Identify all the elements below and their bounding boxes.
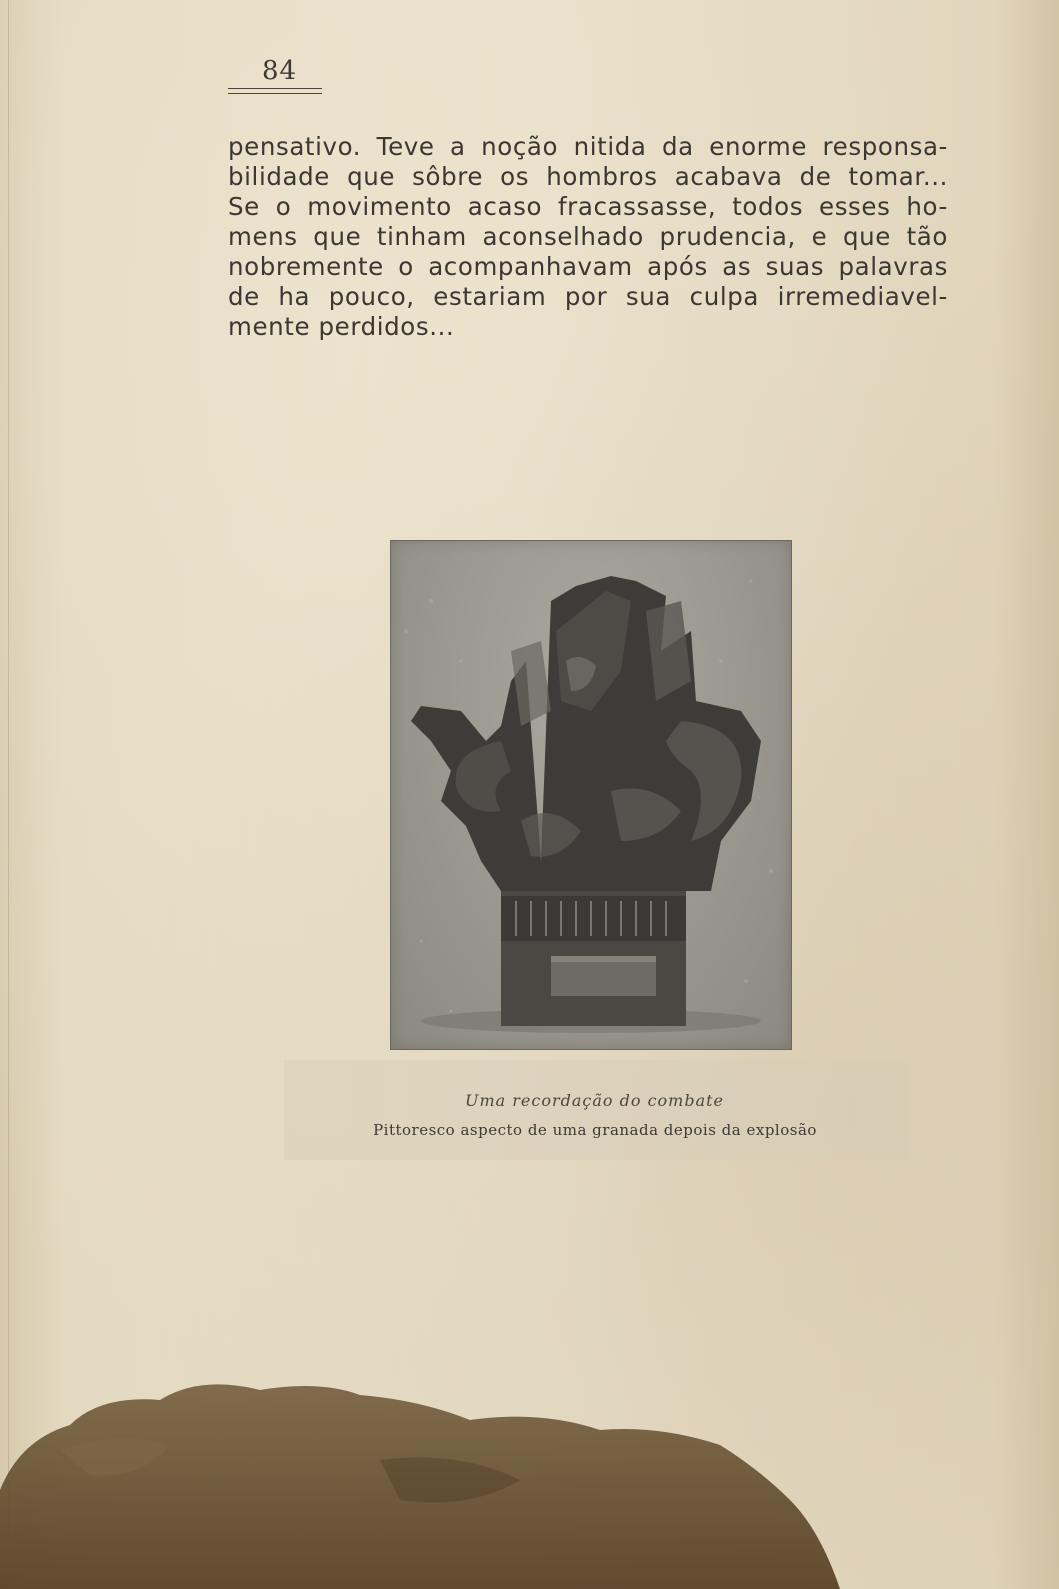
text-line: de ha pouco, estariam por sua culpa irremediavel-: [228, 282, 948, 311]
text-line: mens que tinham aconselhado prudencia, e que tão: [228, 222, 948, 251]
body-paragraph: [228, 132, 948, 342]
grenade-photograph: [390, 540, 792, 1050]
figure-caption-title: Uma recordação do combate: [464, 1091, 725, 1110]
text-line: pensativo. Teve a noção nitida da enorme responsa-: [228, 132, 948, 161]
text-line: Se o movimento acaso fracassasse, todos esses ho-: [228, 192, 948, 221]
text-line: mente perdidos...: [228, 312, 455, 341]
text-line: bilidade que sôbre os hombros acabava de tomar...: [228, 162, 948, 191]
page-number: 84: [262, 56, 298, 86]
text-line: nobremente o acompanhavam após as suas palavras: [228, 252, 948, 281]
caption-background: [284, 1060, 910, 1160]
exploded-grenade-image: [391, 541, 791, 1049]
page-edge: [8, 0, 9, 1589]
figure-caption-subtitle: Pittoresco aspecto de uma granada depois da explosão: [373, 1121, 817, 1139]
page-number-rule: [228, 88, 322, 94]
water-stain: [0, 1370, 1059, 1589]
